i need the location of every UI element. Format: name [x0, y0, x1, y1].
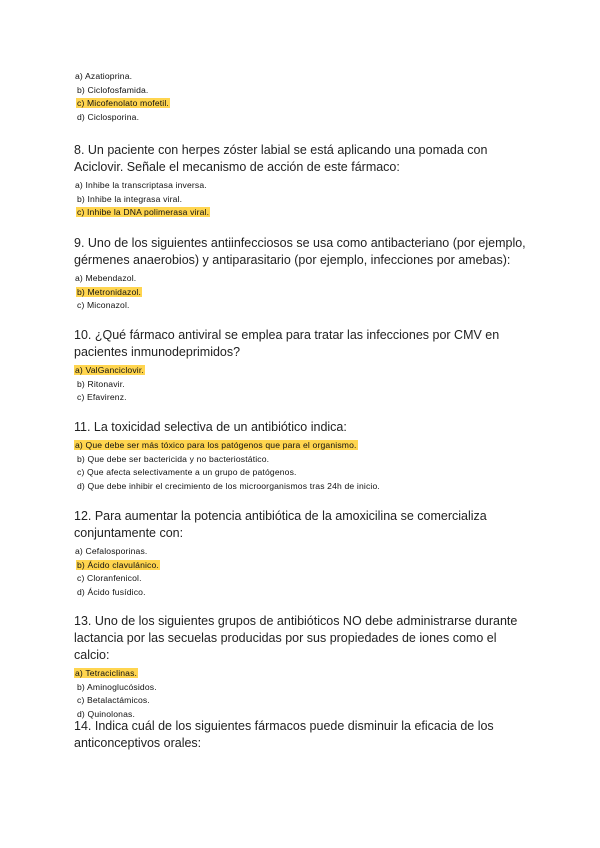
option-7b: b) Ciclofosfamida.	[77, 84, 149, 95]
option-8a: a) Inhibe la transcriptasa inversa.	[75, 180, 207, 190]
question-9-block	[74, 235, 534, 313]
question-13-block	[74, 613, 534, 721]
question-13-text: 13. Uno de los siguientes grupos de antibióticos NO debe administrarse durante lactancia por las secuelas producidas por sus propiedades de iones como el calcio:	[74, 614, 518, 662]
option-10a-correct: a) ValGanciclovir.	[75, 365, 144, 375]
option-12c: c) Cloranfenicol.	[77, 573, 142, 584]
question-7-block	[74, 70, 534, 124]
question-10-block	[74, 327, 534, 405]
option-13a-correct: a) Tetraciclinas.	[75, 668, 138, 678]
option-7d: d) Ciclosporina.	[77, 111, 140, 122]
question-9-text: 9. Uno de los siguientes antiinfecciosos se usa como antibacteriano (por ejemplo, gérmenes anaerobios) y antiparasitario (por ejemplo, infecciones por amebas):	[74, 236, 526, 267]
question-11-text: 11. La toxicidad selectiva de un antibiótico indica:	[74, 420, 347, 434]
option-13c: c) Betalactámicos.	[77, 695, 150, 706]
question-8-text: 8. Un paciente con herpes zóster labial se está aplicando una pomada con Aciclovir. Señale el mecanismo de acción de este fármaco:	[74, 143, 488, 174]
question-12-text: 12. Para aumentar la potencia antibiótica de la amoxicilina se comercializa conjuntamente con:	[74, 509, 487, 540]
option-7a: a) Azatioprina.	[75, 71, 133, 81]
option-12b-correct: b) Ácido clavulánico.	[77, 559, 159, 570]
option-11d: d) Que debe inhibir el crecimiento de los microorganismos tras 24h de inicio.	[77, 480, 380, 491]
question-12-block	[74, 508, 534, 599]
option-12a: a) Cefalosporinas.	[75, 546, 148, 556]
question-11-block	[74, 419, 534, 493]
option-9b-correct: b) Metronidazol.	[77, 286, 142, 297]
option-8c-correct: c) Inhibe la DNA polimerasa viral.	[77, 207, 210, 218]
option-11c: c) Que afecta selectivamente a un grupo de patógenos.	[77, 467, 297, 478]
option-10c: c) Efavirenz.	[77, 392, 127, 403]
option-12d: d) Ácido fusídico.	[77, 586, 146, 597]
question-14-block	[74, 718, 534, 755]
option-13d: d) Quinolonas.	[77, 708, 135, 719]
option-11a-correct: a) Que debe ser más tóxico para los patógenos que para el organismo.	[75, 440, 357, 450]
option-11b: b) Que debe ser bactericida y no bacteriostático.	[77, 453, 270, 464]
option-9c: c) Miconazol.	[77, 300, 130, 311]
option-9a: a) Mebendazol.	[75, 273, 137, 283]
question-8-block	[74, 142, 534, 220]
question-10-text: 10. ¿Qué fármaco antiviral se emplea para tratar las infecciones por CMV en pacientes inmunodeprimidos?	[74, 328, 500, 359]
option-7c-correct: c) Micofenolato mofetil.	[77, 98, 169, 109]
option-13b: b) Aminoglucósidos.	[77, 681, 157, 692]
question-14-text: 14. Indica cuál de los siguientes fármacos puede disminuir la eficacia de los anticonceptivos orales:	[74, 719, 494, 750]
option-8b: b) Inhibe la integrasa viral.	[77, 193, 183, 204]
option-10b: b) Ritonavir.	[77, 378, 125, 389]
